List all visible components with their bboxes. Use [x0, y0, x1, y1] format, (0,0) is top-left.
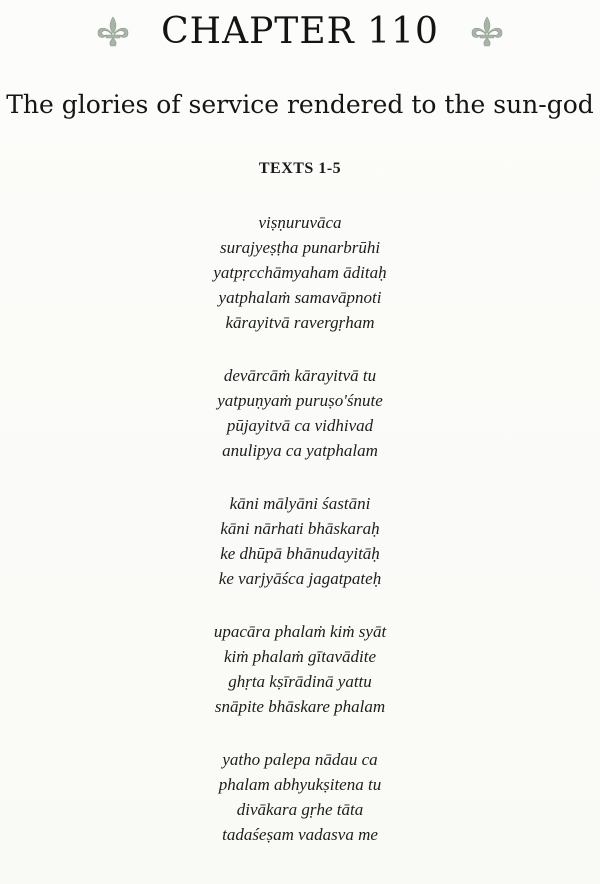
- verse-line: yatphalaṁ samavāpnoti: [218, 288, 382, 307]
- verse-line: kiṁ phalaṁ gītavādite: [223, 647, 377, 666]
- verse-line: ghṛta kṣīrādinā yattu: [228, 672, 372, 691]
- verse-stanza: [0, 210, 600, 335]
- verse-line: kārayitvā ravergṛham: [225, 313, 375, 332]
- chapter-heading: [0, 6, 600, 56]
- verse-line: kāni mālyāni śastāni: [229, 494, 371, 513]
- verse-line: upacāra phalaṁ kiṁ syāt: [213, 622, 387, 641]
- verse-line: anulipya ca yatphalam: [222, 441, 378, 460]
- verse-line: kāni nārhati bhāskaraḥ: [220, 519, 380, 538]
- verse-list: [0, 210, 600, 875]
- verse-line: yatpṛcchāmyaham āditaḥ: [213, 263, 387, 282]
- verse-stanza: [0, 747, 600, 847]
- verse-line: ke dhūpā bhānudayitāḥ: [220, 544, 380, 563]
- verse-line: phalam abhyukṣitena tu: [218, 775, 382, 794]
- verse-line: yatpuṇyaṁ puruṣo'śnute: [217, 391, 383, 410]
- verse-stanza: [0, 363, 600, 463]
- verse-line: divākara gṛhe tāta: [236, 800, 364, 819]
- verse-line: tadaśeṣam vadasva me: [222, 825, 378, 844]
- fleur-de-lis-ornament-right-icon: [467, 14, 507, 48]
- texts-label: TEXTS 1-5: [258, 160, 342, 177]
- verse-line: ke varjyāśca jagatpateḥ: [218, 569, 382, 588]
- chapter-title: CHAPTER 110: [161, 10, 439, 52]
- verse-line: viṣṇuruvāca: [258, 213, 342, 232]
- verse-line: pūjayitvā ca vidhivad: [226, 416, 374, 435]
- fleur-de-lis-ornament-left-icon: [93, 14, 133, 48]
- chapter-subtitle: The glories of service rendered to the sun-god: [6, 90, 594, 119]
- verse-stanza: [0, 619, 600, 719]
- verse-stanza: [0, 491, 600, 591]
- verse-line: snāpite bhāskare phalam: [214, 697, 386, 716]
- verse-line: yatho palepa nādau ca: [222, 750, 378, 769]
- verse-line: surajyeṣṭha punarbrūhi: [219, 238, 381, 257]
- verse-line: devārcāṁ kārayitvā tu: [223, 366, 377, 385]
